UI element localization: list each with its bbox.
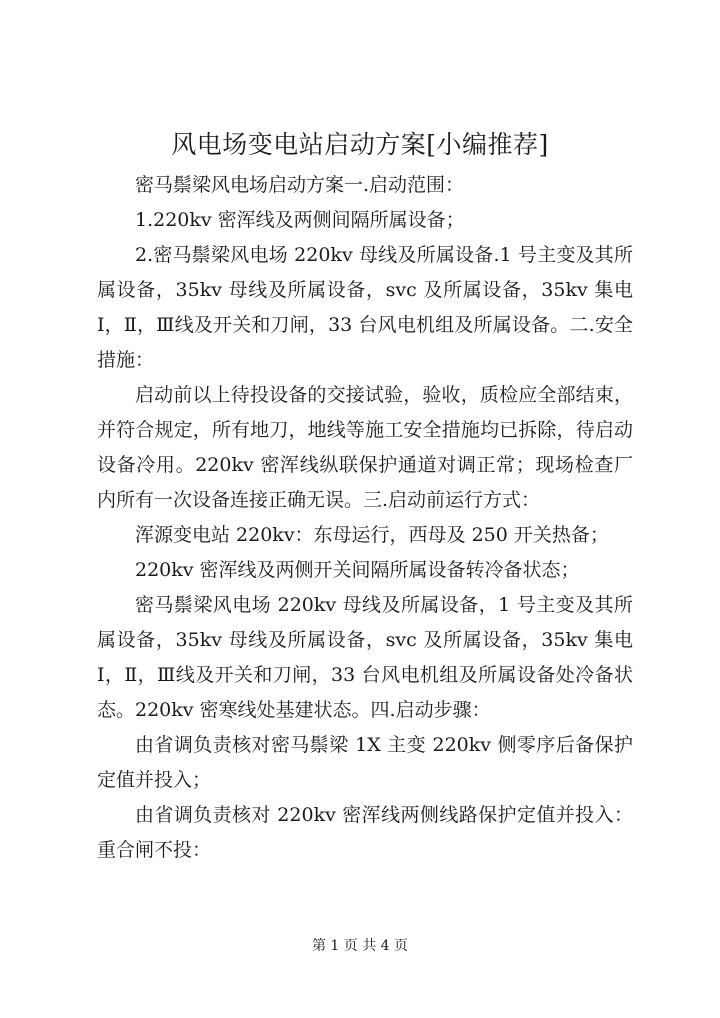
- paragraph-startup-plan-intro: 密马鬃梁风电场启动方案一.启动范围：: [135, 174, 465, 196]
- page-number-footer: 第 1 页 共 4 页: [311, 938, 409, 954]
- paragraph-windfarm-cold-standby: 密马鬃梁风电场 220kv 母线及所属设备，1 号主变及其所属设备，35kv 母线及所属设备，svc 及所属设备，35kv 集电Ⅰ，Ⅱ，Ⅲ线及开关和刀闸，33 台风电机组及所属设备处冷备状态。220kv 密寒线处基建状态。四.启动步骤：: [97, 594, 633, 721]
- paragraph-step-line-protection: 由省调负责核对 220kv 密浑线两侧线路保护定值并投入：重合闸不投：: [97, 804, 633, 861]
- paragraph-scope-item-2: 2.密马鬃梁风电场 220kv 母线及所属设备.1 号主变及其所属设备，35kv 母线及所属设备，svc 及所属设备，35kv 集电Ⅰ，Ⅱ，Ⅲ线及开关和刀闸，33 台风电机组及所属设备。二.安全措施：: [97, 244, 633, 371]
- paragraph-line-cold-standby: 220kv 密浑线及两侧开关间隔所属设备转冷备状态；: [135, 559, 580, 581]
- paragraph-hunyuan-substation: 浑源变电站 220kv：东母运行，西母及 250 开关热备；: [135, 524, 609, 546]
- paragraph-step-transformer-protection: 由省调负责核对密马鬃梁 1X 主变 220kv 侧零序后备保护定值并投入；: [97, 734, 633, 791]
- document-title: 风电场变电站启动方案[小编推荐]: [171, 130, 549, 159]
- document-body: [97, 168, 633, 868]
- paragraph-scope-item-1: 1.220kv 密浑线及两侧间隔所属设备；: [135, 209, 465, 231]
- paragraph-safety-measures: 启动前以上待投设备的交接试验，验收，质检应全部结束，并符合规定，所有地刀，地线等施工安全措施均已拆除，待启动设备冷用。220kv 密浑线纵联保护通道对调正常；现场检查厂内所有一次设备连接正确无误。三.启动前运行方式：: [97, 384, 633, 511]
